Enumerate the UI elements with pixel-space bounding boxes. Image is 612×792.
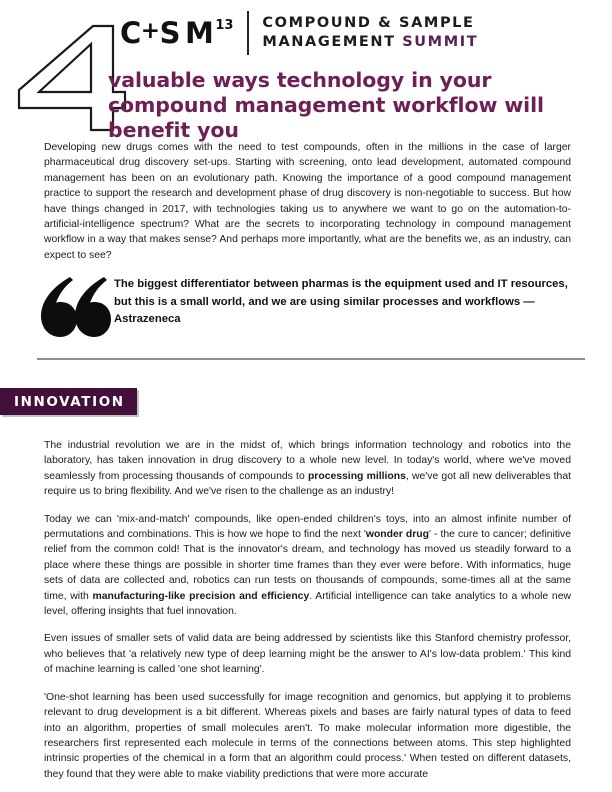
- body-paragraph: [44, 631, 571, 677]
- body-paragraph: [44, 690, 571, 782]
- body-paragraph: [44, 512, 571, 620]
- body-text: Today we can 'mix-and-match' compounds, like open-ended children's toys, into an almost infinite number of permutations and combinations. This is how we hope to find the next ': [44, 513, 571, 541]
- section-divider: [37, 358, 585, 360]
- event-logo: [120, 10, 478, 56]
- event-name-summit: SUMMIT: [402, 34, 479, 50]
- logo-letter-s: S: [159, 15, 180, 50]
- logo-plus-icon: +: [140, 17, 160, 44]
- event-name-line2: [262, 33, 478, 52]
- body-text: The industrial revolution we are in the midst of, which brings information technology and robotics into the laboratory, has taken innovation in drug discovery to a whole new level. In today's world, where we've moved seamlessly from processing thousands of compounds to: [44, 440, 571, 482]
- page-title: valuable ways technology in your compound management workflow will benefit you: [108, 68, 544, 142]
- body-text: , we've got all new deliverables that require us to bring flexibility. And we've risen to the challenge as an industry!: [44, 470, 571, 498]
- event-name-line1: COMPOUND & SAMPLE: [262, 15, 475, 31]
- emphasis-text: processing millions: [307, 470, 406, 482]
- pull-quote: [38, 272, 573, 338]
- event-name: [262, 14, 478, 52]
- section-banner: [0, 388, 137, 415]
- body-text: Even issues of smaller sets of valid data are being addressed by scientists like this Stanford chemistry professor, who believes that 'a relatively new type of deep learning might be the answer to AI's low-data problem.' This kind of machine learning is called 'one shot learning'.: [44, 633, 571, 676]
- page-header: [0, 0, 612, 142]
- logo-superscript: 13: [215, 17, 234, 33]
- quotation-mark-icon: [38, 274, 114, 340]
- body-text: . Artificial intelligence can take analytics to a whole new level, offering insights that fuel innovation.: [44, 590, 571, 618]
- article-body: [44, 438, 571, 782]
- event-name-management: MANAGEMENT: [262, 34, 396, 50]
- body-paragraph: [44, 438, 571, 500]
- body-text: ' - the cure to cancer; definitive relief from the common cold! That is the innovator's dream, and technology has moved us steadily forward to a place where these things are possible in shorter time frames than they ever were before. With informatics, huge sets of data are collected and, robotics can run tests on thousands of compounds, some-times all at the same time, with: [44, 529, 572, 602]
- body-text: 'One-shot learning has been used successfully for image recognition and genomics, but applying it to problems relevant to drug development is a bit different. Whereas pixels and bases are fairly natural types of data to feed into an algorithm, properties of small molecules aren't. To make molecular information more digestible, the researchers first represented each molecule in terms of the connections between atoms. This step highlighted intrinsic properties of the chemical in a form that an algorithm could process.' When tested on different datasets, they found that they were able to make viability predictions that were more accurate: [44, 691, 571, 780]
- emphasis-text: manufacturing-like precision and efficiency: [92, 590, 310, 602]
- logo-divider: [247, 11, 249, 55]
- logo-letter-c: C: [120, 15, 141, 50]
- section-banner-label: INNOVATION: [14, 393, 125, 410]
- pull-quote-text: The biggest differentiator between pharmas is the equipment used and IT resources, but this is a small world, and we are using similar processes and workflows — Astrazeneca: [114, 278, 568, 325]
- intro-paragraph: Developing new drugs comes with the need to test compounds, often in the millions in the case of larger pharmaceutical drug discovery set-ups. Starting with screening, onto lead development, automated compound management has been on an evolutionary path. Knowing the importance of a good compound management practice to support the research and development phase of drug discovery is non-negotiable to success. But how have things changed in 2017, with technologies taking us to anywhere we want to go on the automation-to-artificial-intelligence spectrum? What are the secrets to incorporating technology in compound management workflow in a way that makes sense? And perhaps more importantly, what are the benefits we, as an industry, can expect to see?: [44, 142, 571, 261]
- logo-wordmark: [120, 15, 234, 50]
- emphasis-text: wonder drug: [365, 529, 429, 541]
- logo-letter-m: M: [184, 15, 214, 50]
